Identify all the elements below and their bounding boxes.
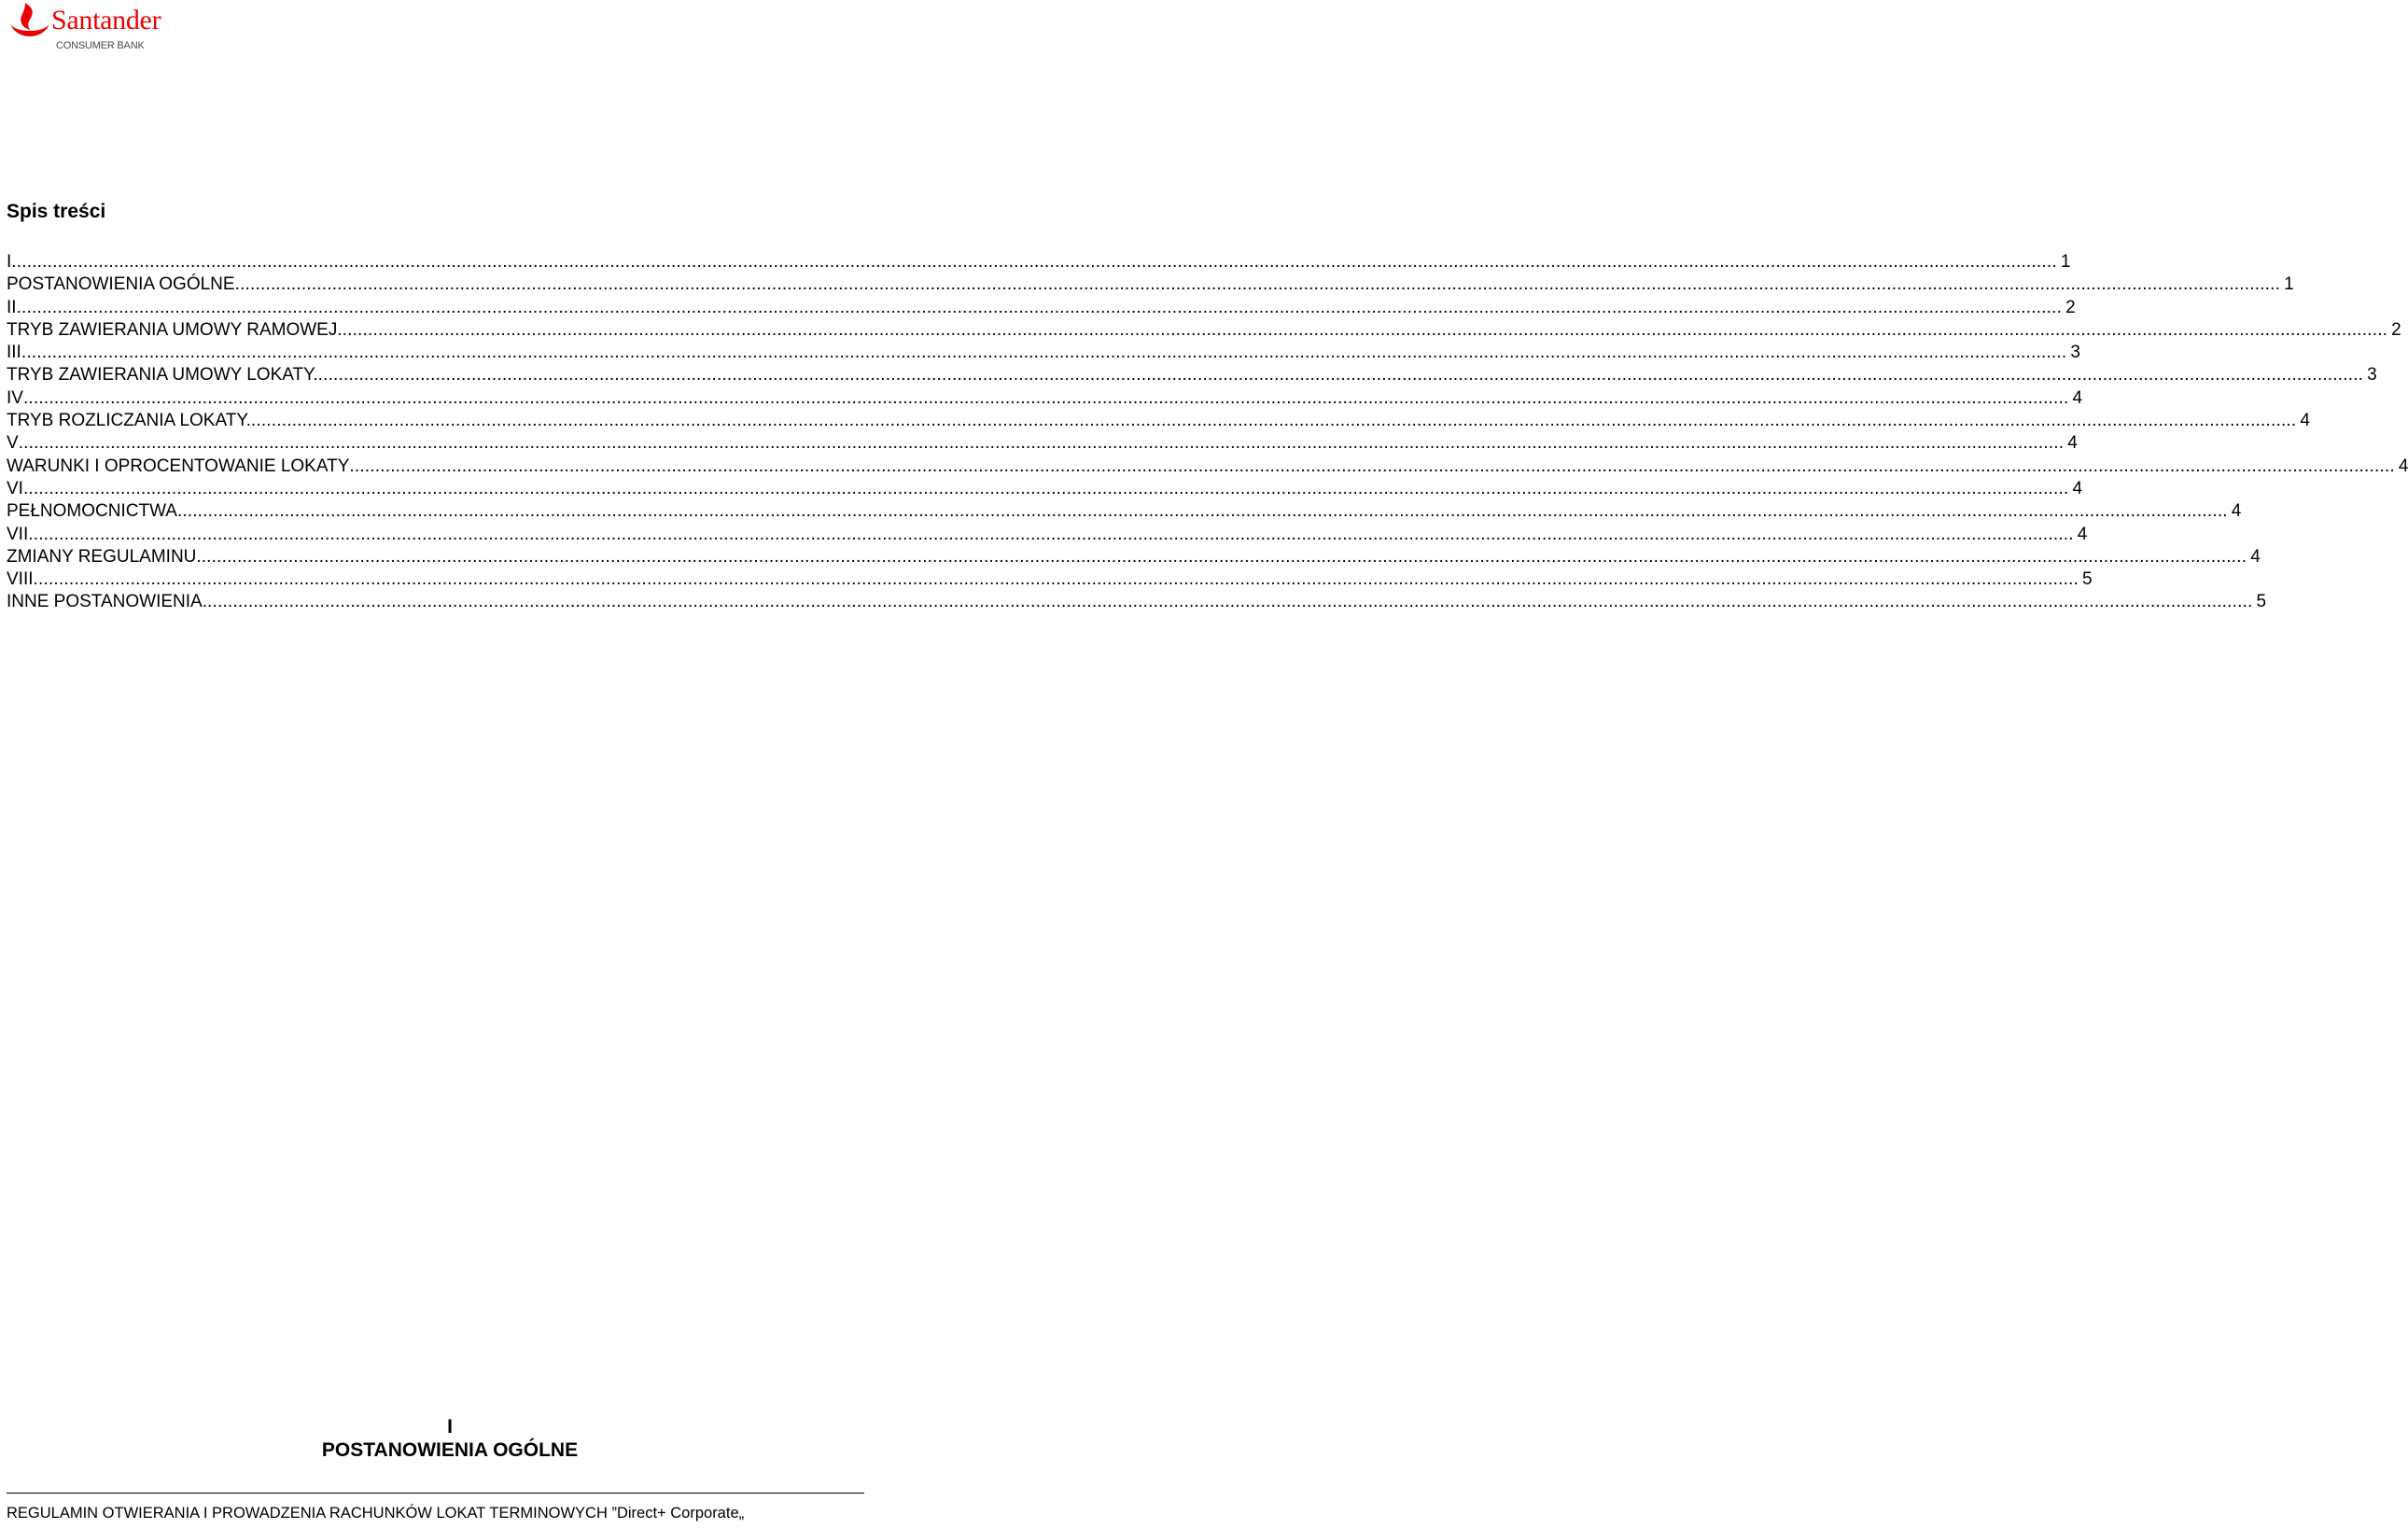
toc-entry-label: POSTANOWIENIA OGÓLNE bbox=[7, 274, 235, 295]
toc-heading: Spis treści bbox=[7, 201, 106, 222]
table-of-contents bbox=[7, 251, 2408, 614]
toc-entry-label: PEŁNOMOCNICTWA. bbox=[7, 501, 183, 522]
brand-name: Santander bbox=[51, 5, 161, 35]
toc-entry[interactable] bbox=[7, 387, 2083, 410]
section-number: I bbox=[447, 1416, 453, 1438]
toc-dot-leader: ................................................................................................................................................................................................................................................................................................................................................................................................................ bbox=[317, 365, 2364, 386]
toc-entry-page: 2 bbox=[2065, 297, 2076, 317]
toc-dot-leader: ................................................................................................................................................................................................................................................................................................................................................................................................................ bbox=[201, 546, 2247, 567]
toc-entry-label: II bbox=[7, 297, 17, 317]
toc-entry[interactable] bbox=[7, 568, 2093, 591]
toc-entry-label: TRYB ROZLICZANIA LOKATY. bbox=[7, 411, 251, 431]
toc-entry[interactable] bbox=[7, 591, 2267, 613]
toc-dot-leader: ................................................................................................................................................................................................................................................................................................................................................................................................................ bbox=[16, 297, 2063, 317]
footer-text: REGULAMIN OTWIERANIA I PROWADZENIA RACHUNKÓW LOKAT TERMINOWYCH ”Direct+ Corporate„ bbox=[7, 1505, 745, 1522]
toc-entry-page: 4 bbox=[2067, 433, 2078, 454]
toc-entry[interactable] bbox=[7, 456, 2408, 478]
toc-entry-page: 3 bbox=[2367, 365, 2377, 386]
toc-entry-page: 4 bbox=[2250, 546, 2261, 567]
toc-dot-leader: ................................................................................................................................................................................................................................................................................................................................................................................................................ bbox=[342, 319, 2388, 340]
santander-logo bbox=[9, 2, 187, 54]
toc-entry-page: 4 bbox=[2072, 387, 2083, 408]
toc-entry-page: 5 bbox=[2256, 592, 2267, 612]
toc-dot-leader: ................................................................................................................................................................................................................................................................................................................................................................................................................ bbox=[207, 592, 2253, 612]
toc-entry-label: INNE POSTANOWIENIA. bbox=[7, 592, 208, 612]
toc-entry-label: I bbox=[7, 252, 12, 272]
toc-entry[interactable] bbox=[7, 478, 2083, 500]
toc-entry-label: V bbox=[7, 433, 19, 454]
toc-entry-label: VIII bbox=[7, 569, 34, 590]
brand-subtitle: CONSUMER BANK bbox=[56, 40, 145, 51]
toc-entry[interactable] bbox=[7, 410, 2310, 432]
toc-entry[interactable] bbox=[7, 251, 2071, 274]
toc-entry-label: ZMIANY REGULAMINU. bbox=[7, 546, 202, 567]
toc-entry[interactable] bbox=[7, 432, 2078, 455]
toc-entry[interactable] bbox=[7, 274, 2294, 296]
toc-entry-page: 1 bbox=[2060, 252, 2071, 272]
toc-entry[interactable] bbox=[7, 500, 2242, 523]
section-title: POSTANOWIENIA OGÓLNE bbox=[321, 1439, 579, 1461]
toc-entry-label: VI bbox=[7, 478, 23, 498]
footer-divider bbox=[7, 1493, 864, 1494]
toc-entry-page: 3 bbox=[2070, 343, 2080, 363]
toc-dot-leader: ................................................................................................................................................................................................................................................................................................................................................................................................................ bbox=[33, 569, 2079, 590]
toc-dot-leader: ................................................................................................................................................................................................................................................................................................................................................................................................................ bbox=[18, 433, 2065, 454]
toc-entry-label: VII bbox=[7, 524, 29, 544]
toc-entry-label: IV bbox=[7, 387, 23, 408]
section-heading bbox=[0, 1415, 900, 1462]
toc-dot-leader: ................................................................................................................................................................................................................................................................................................................................................................................................................ bbox=[21, 343, 2067, 363]
toc-entry-page: 4 bbox=[2231, 501, 2242, 522]
toc-entry-page: 4 bbox=[2072, 478, 2083, 498]
toc-entry-label: TRYB ZAWIERANIA UMOWY LOKATY. bbox=[7, 365, 318, 386]
toc-dot-leader: ................................................................................................................................................................................................................................................................................................................................................................................................................ bbox=[11, 252, 2057, 272]
toc-entry-page: 4 bbox=[2077, 524, 2088, 544]
toc-entry-label: III bbox=[7, 343, 21, 363]
toc-entry[interactable] bbox=[7, 364, 2377, 386]
toc-entry-page: 4 bbox=[2300, 411, 2310, 431]
toc-entry-label: TRYB ZAWIERANIA UMOWY RAMOWEJ. bbox=[7, 319, 343, 340]
toc-dot-leader: ................................................................................................................................................................................................................................................................................................................................................................................................................ bbox=[250, 411, 2297, 431]
toc-entry-label: WARUNKI I OPROCENTOWANIE LOKATY bbox=[7, 456, 350, 476]
toc-entry-page: 2 bbox=[2391, 319, 2401, 340]
santander-flame-icon bbox=[9, 2, 50, 39]
toc-dot-leader: ................................................................................................................................................................................................................................................................................................................................................................................................................ bbox=[22, 387, 2069, 408]
toc-entry[interactable] bbox=[7, 342, 2080, 364]
toc-dot-leader: ................................................................................................................................................................................................................................................................................................................................................................................................................ bbox=[234, 274, 2281, 295]
toc-entry[interactable] bbox=[7, 319, 2401, 342]
toc-entry[interactable] bbox=[7, 546, 2261, 568]
toc-dot-leader: ................................................................................................................................................................................................................................................................................................................................................................................................................ bbox=[28, 524, 2074, 544]
toc-entry-page: 4 bbox=[2398, 456, 2408, 476]
toc-entry[interactable] bbox=[7, 524, 2088, 546]
toc-dot-leader: ................................................................................................................................................................................................................................................................................................................................................................................................................ bbox=[22, 478, 2069, 498]
toc-dot-leader: ................................................................................................................................................................................................................................................................................................................................................................................................................ bbox=[349, 456, 2395, 476]
toc-entry[interactable] bbox=[7, 297, 2076, 319]
toc-entry-page: 1 bbox=[2284, 274, 2294, 295]
toc-dot-leader: ................................................................................................................................................................................................................................................................................................................................................................................................................ bbox=[182, 501, 2228, 522]
toc-entry-page: 5 bbox=[2082, 569, 2093, 590]
